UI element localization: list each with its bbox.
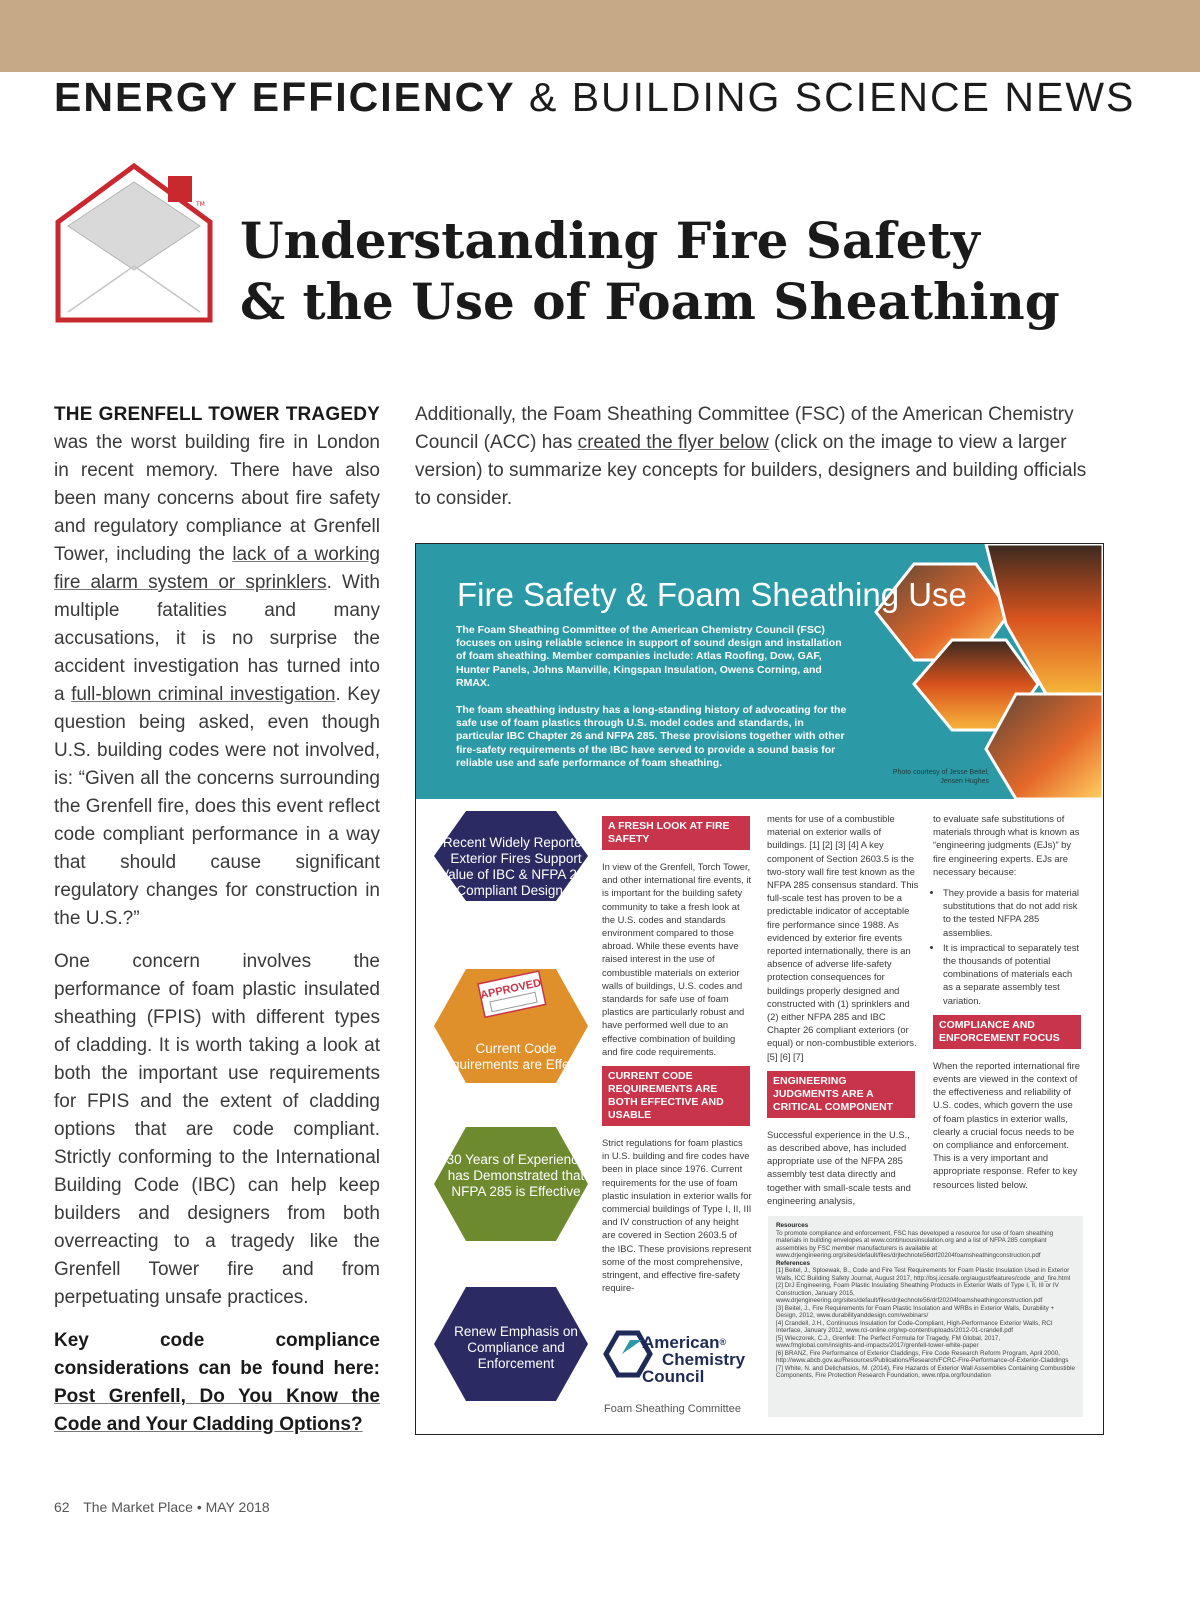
acc-line-1: American <box>642 1333 720 1352</box>
hexagon-label-1: Recent Widely Reported Exterior Fires Support Value of IBC & NFPA 285 Compliant Design & Installation <box>440 835 592 914</box>
reference-item: [7] White, N. and Delichatsios, M. (2014), Fire Hazards of Exterior Wall Assemblies Containing Combustible Components, Fire Protection Research Foundation, www.nfpa.org/foundation <box>776 1364 1075 1379</box>
flyer-column-1 <box>602 812 752 1302</box>
flyer-col2-text-2: Successful experience in the U.S., as described above, has included appropriate use of the NFPA 285 assembly test data directly and together with small-scale tests and engineering analysis, <box>767 1128 911 1206</box>
paragraph-1-text-c: . Key question being asked, even though U.S. building codes were not involved, is: “Given all the concerns surrounding the Grenfell fire, does this event reflect code compliant performance in a way that should cause significant regulatory changes for construction in the U.S.?” <box>54 684 380 929</box>
paragraph-1 <box>54 401 380 933</box>
paragraph-1-text-b: . With multiple fatalities and many accusations, it is no surprise the accident investigation has turned into a <box>54 572 380 705</box>
flyer-intro-2: The foam sheathing industry has a long-standing history of advocating for the safe use of foam plastics through U.S. model codes and standards, in particular IBC Chapter 26 and NFPA 285. These provisions together with other fire-safety requirements of the IBC have served to provide a sound basis for reliable use and safe performance of foam sheathing. <box>456 704 847 769</box>
flyer-intro-1: The Foam Sheathing Committee of the American Chemistry Council (FSC) focuses on using reliable science in support of sound design and installation of foam sheathing. Member companies include: Atlas Roofing, Dow, GAF, Hunter Panels, Johns Manville, Kingspan Insulation, Owens Corning, and RMAX. <box>456 624 842 689</box>
reference-item: [1] Beitel, J., Sploewak, B., Code and Fire Test Requirements for Foam Plastic Insulation Used in Exterior Walls, ICC Building Safety Journal, August 2017, http://bsj.iccsafe.org/august/features/code_and_fire.html <box>776 1267 1071 1282</box>
flyer-title: Fire Safety & Foam Sheathing Use <box>457 576 967 613</box>
post-grenfell-link[interactable]: Post Grenfell, Do You Know the Code and Your Cladding Options? <box>54 1386 380 1435</box>
section-header-bold: ENERGY EFFICIENCY <box>54 74 516 120</box>
flyer-col3-bullet-2: • It is impractical to separately test the thousands of potential combinations of materials each as a separate assembly test variation. <box>943 941 1083 1007</box>
fire-safety-flyer[interactable] <box>415 543 1104 1435</box>
footer-separator: • <box>196 1499 202 1515</box>
publication-name: The Market Place <box>83 1499 193 1515</box>
right-paragraph-text-b: (click on the image to view a larger version) to summarize key concepts for builders, designers and building officials to consider. <box>415 432 1087 509</box>
flyer-col2-text-1: ments for use of a combustible material on exterior walls of buildings. [1] [2] [3] [4] A key component of Section 2603.5 is the two-story wall fire test known as the NFPA 285 consensus standard. This full-scale test has proven to be a predictable indicator of acceptable fire performance since 1988. As evidenced by exterior fire events reported internationally, there is an absence of adverse life-safety protection consequences for buildings properly designed and constructed with (1) sprinklers and (2) either NFPA 285 and IBC Chapter 26 compliant exteriors (or equal) or non-combustible exteriors. [5] [6] [7] <box>767 813 919 1062</box>
paragraph-3-text: Key code compliance considerations can be found here: <box>54 1330 380 1379</box>
paragraph-2: One concern involves the performance of foam plastic insulated sheathing (FPIS) with different types of cladding. It is worth taking a look at both the important use requirements for FPIS and the extent of cladding options that are code compliant. Strictly conforming to the International Building Code (IBC) can help keep builders and designers from both overreacting to a tragedy like the Grenfell Tower fire and from perpetuating unsafe practices. <box>54 951 380 1308</box>
article-title <box>240 210 1060 332</box>
reference-item: [4] Crandell, J.H., Continuous Insulation for Code-Compliant, High-Performance Exterior Walls, RCI Interface, January 2012, www.rci-online.org/wp-content/uploads/2012-01-crandell.pdf <box>776 1319 1053 1334</box>
lead-in: THE GRENFELL TOWER TRAGEDY <box>54 404 380 425</box>
references-heading: References <box>776 1259 810 1267</box>
right-paragraph <box>415 401 1105 513</box>
right-column <box>415 401 1105 513</box>
flyer-col3-bullets <box>933 886 1083 1007</box>
reference-item: [2] DrJ Engineering, Foam Plastic Insulating Sheathing Products in Exterior Walls of Type I, II, III or IV Construction, January 2015, www.drjengineering.org/sites/default/files/drjtechnote56/drf20204foamsheathingconstruction.pdf <box>776 1282 1059 1304</box>
flyer-heading-current-code: CURRENT CODE REQUIREMENTS ARE BOTH EFFECTIVE AND USABLE <box>602 1066 750 1126</box>
criminal-investigation-link[interactable]: full-blown criminal investigation <box>71 684 336 705</box>
reference-item: [6] BRANZ, Fire Performance of Exterior Claddings, Fire Code Research Reform Program, April 2000, http://www.abcb.gov.au/Resources/Publications/Research/FCRC-Fire-Performance-of-Exterior-Claddings <box>776 1349 1069 1364</box>
section-header-rest: & BUILDING SCIENCE NEWS <box>528 74 1136 120</box>
acc-wordmark <box>642 1334 745 1385</box>
acc-fsc-label: Foam Sheathing Committee <box>604 1403 741 1415</box>
house-envelope-logo <box>54 162 214 326</box>
title-line-2: & the Use of Foam Sheathing <box>240 272 1060 331</box>
top-color-band <box>0 0 1200 72</box>
flyer-col3-text-2: When the reported international fire events are viewed in the context of the effectiveness and reliability of U.S. codes, which govern the use of foam plastics in exterior walls, clearly a crucial focus needs to be on compliance and enforcement. This is a very important and appropriate response. Refer to key resources listed below. <box>933 1059 1080 1190</box>
flyer-banner <box>416 544 1103 799</box>
paragraph-1-text-a: was the worst building fire in London in recent memory. There have also been many concerns about fire safety and regulatory compliance at Grenfell Tower, including the <box>54 432 380 565</box>
flyer-column-2 <box>767 812 919 1215</box>
page-number: 62 <box>54 1499 70 1515</box>
fire-alarm-link[interactable]: lack of a working fire alarm system or sprinklers <box>54 544 380 593</box>
flyer-col1-text-1: In view of the Grenfell, Torch Tower, and other international fire events, it is important for the building safety community to take a fresh look at the U.S. codes and standards environment compared to those abroad. While these events have raised interest in the use of combustible materials on exterior walls of buildings, U.S. codes and standards for safe use of foam plastics are particularly robust and have performed well due to an effective combination of building and fire code requirements. <box>602 861 752 1057</box>
left-column <box>54 401 380 1454</box>
flyer-resources-box <box>768 1216 1083 1417</box>
page-footer <box>54 1499 270 1515</box>
resources-heading: Resources <box>776 1222 809 1229</box>
flyer-col3-text-1: to evaluate safe substitutions of materials through what is known as “engineering judgments (EJs)” by fire engineering experts. EJs are necessary because: <box>933 813 1080 877</box>
reference-item: [5] Wieczorek, C.J., Grenfell: The Perfect Formula for Tragedy, FM Global, 2017, www.fmglobal.com/insights-and-impacts/2017/grenfell-tower-white-paper <box>776 1334 1001 1349</box>
hexagon-label-4: Renew Emphasis on Compliance and Enforcement <box>454 1324 578 1371</box>
hexagon-label-2: Current Code Requirements are Effective <box>434 1041 598 1072</box>
approved-stamp-text: APPROVED <box>479 977 543 1002</box>
right-paragraph-text-a: Additionally, the Foam Sheathing Committee (FSC) of the American Chemistry Council (ACC) has <box>415 404 1074 453</box>
flyer-heading-compliance: COMPLIANCE AND ENFORCEMENT FOCUS <box>933 1015 1081 1049</box>
photo-credit: Photo courtesy of Jesse Beitel, Jensen Hughes <box>892 769 989 785</box>
reference-item: [3] Beitel, J., Fire Requirements for Foam Plastic Insulation and WRBs in Exterior Walls, Durability + Design, 2012, www.durabilityanddesign.com/webinars/ <box>776 1304 1055 1319</box>
section-header <box>54 74 1135 121</box>
flyer-heading-engineering: ENGINEERING JUDGMENTS ARE A CRITICAL COMPONENT <box>767 1071 915 1118</box>
acc-registered: ® <box>719 1337 727 1347</box>
flyer-column-3 <box>933 812 1083 1199</box>
paragraph-3 <box>54 1327 380 1439</box>
flyer-col3-bullet-1: • They provide a basis for material substitutions that do not add risk to the tested NFPA 285 assemblies. <box>943 886 1083 939</box>
resources-text: To promote compliance and enforcement, FSC has developed a resource for use of foam sheathing materials in building envelopes at www.continuousinsulation.org and a list of NFPA 285 compliant assemblies by FSC member manufacturers is available at www.drjengineering.org/sites/default/files/drjtechnote56drf20204foamsheathingconstruction.pdf <box>776 1229 1054 1259</box>
flyer-heading-fresh-look: A FRESH LOOK AT FIRE SAFETY <box>602 816 750 850</box>
issue-date: MAY 2018 <box>205 1499 270 1515</box>
flyer-link[interactable]: created the flyer below <box>577 432 769 453</box>
title-line-1: Understanding Fire Safety <box>240 211 980 270</box>
hexagon-label-3: 30 Years of Experience has Demonstrated that NFPA 285 is Effective <box>446 1152 586 1199</box>
flyer-col1-text-2: Strict regulations for foam plastics in U.S. building and fire codes have been in place since 1976. Current requirements for the use of foam plastic insulation in exterior walls for commercial buildings of Type I, II, III and IV construction of any height are covered in Section 2603.5 of the IBC. These provisions represent some of the most comprehensive, stringent, and effective fire-safety require- <box>602 1137 752 1294</box>
acc-line-3: Council <box>642 1367 705 1386</box>
logo-trademark: TM <box>196 201 205 208</box>
acc-line-2: Chemistry <box>662 1350 746 1369</box>
